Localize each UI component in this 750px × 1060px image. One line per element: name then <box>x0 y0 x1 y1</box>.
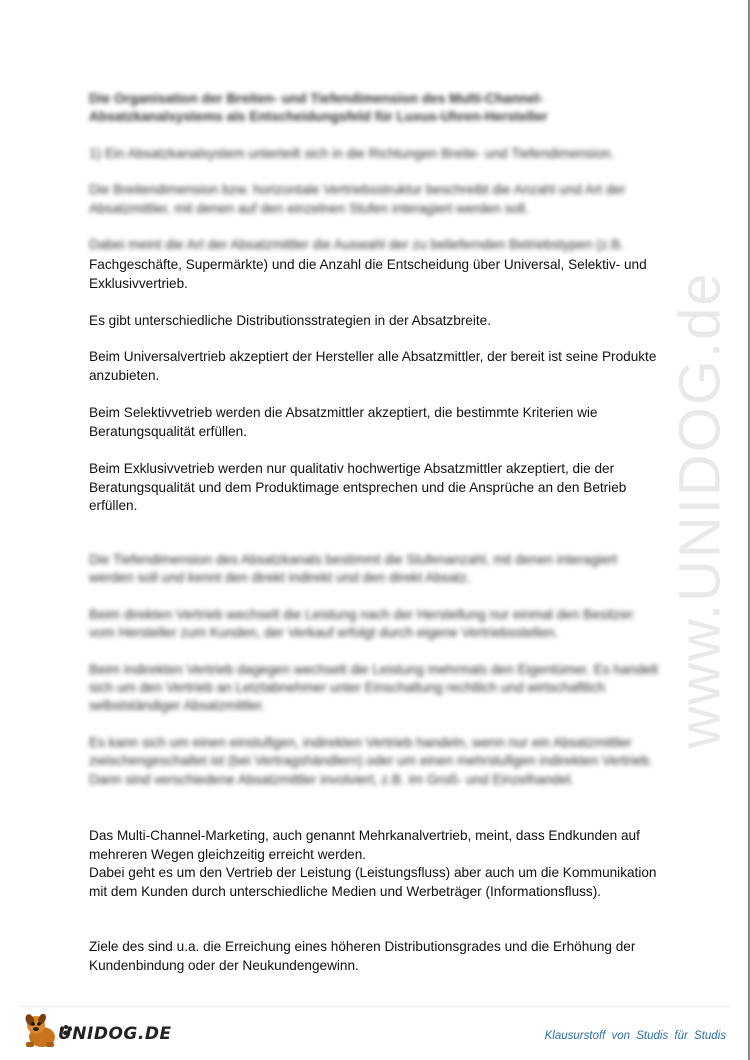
dog-mascot-icon <box>24 1013 55 1047</box>
logo-text: UNIDOG.DE <box>58 1024 172 1044</box>
blurred-paragraph: Beim indirekten Vertrieb dagegen wechselt die Leistung mehrmals den Eigentümer. Es handelt sich um den Vertrieb an Letztabnehmer unter Einschaltung rechtlich und wirtschaftlich selbstständiger Absatzmittler. <box>89 661 659 714</box>
blurred-paragraph: Beim direkten Vertrieb wechselt die Leistung nach der Herstellung nur einmal den Besitzer: vom Hersteller zum Kunden, der Verkauf erfolgt durch eigene Vertriebsstellen. <box>89 606 637 641</box>
paragraph-distribution-choice: Fachgeschäfte, Supermärkte) und die Anzahl die Entscheidung über Universal, Selektiv- und Exklusivvertrieb. <box>89 257 647 291</box>
paragraph-goals: Ziele des sind u.a. die Erreichung eines höheren Distributionsgrades und die Erhöhung der Kundenbindung oder der Neukundengewinn. <box>89 939 636 973</box>
blurred-top-section <box>89 90 661 254</box>
paragraph-strategies: Es gibt unterschiedliche Distributionsstrategien in der Absatzbreite. <box>89 313 491 328</box>
paragraph-exclusive: Beim Exklusivvetrieb werden nur qualitativ hochwertige Absatzmittler akzeptiert, die der Beratungsqualität und dem Produktimage entsprechen und die Ansprüche an den Betrieb erfüllen. <box>89 461 627 514</box>
blurred-paragraph: Dabei meint die Art der Absatzmittler die Auswahl der zu beliefernden Betriebstypen (z.B. <box>89 237 624 253</box>
paragraph-multichannel: Das Multi-Channel-Marketing, auch genannt Mehrkanalvertrieb, meint, dass Endkunden auf mehreren Wegen gleichzeitig erreicht werden. Dabei geht es um den Vertrieb der Leistung (Leistungsfluss) aber auch um die Kommunikation mit dem Kunden durch unterschiedliche Medien und Werbeträger (Informationsfluss). <box>89 828 657 899</box>
blurred-paragraph: Es kann sich um einen einstufigen, indirekten Vertrieb handeln, wenn nur ein Absatzmittler zwischengeschaltet ist (bei Vertragshändlern) oder um einen mehrstufigen indirekten Vertrieb. Dann sind verschiedene Absatzmittler involviert, z.B. im Groß- und Einzelhandel. <box>89 734 653 787</box>
watermark: www.UNIDOG.de <box>667 271 733 749</box>
footer-divider <box>20 1006 730 1007</box>
blurred-paragraph: 1) Ein Absatzkanalsystem unterteilt sich in die Richtungen Breite- und Tiefendimension. <box>89 145 615 161</box>
blurred-paragraph: Die Tiefendimension des Absatzkanals bestimmt die Stufenanzahl, mit denen interagiert werden soll und kennt den direkt indirekt und den direkt Absatz. <box>89 552 618 586</box>
footer-tagline: Klausurstoff von Studis für Studis <box>544 1030 726 1042</box>
paragraph-universal: Beim Universalvertrieb akzeptiert der Hersteller alle Absatzmittler, der bereit ist seine Produkte anzubieten. <box>89 349 657 383</box>
document-title: Die Organisation der Breiten- und Tiefendimension des Multi-Channel-Absatzkanalsystems als Entscheidungsfeld für Luxus-Uhren-Hersteller <box>89 91 548 125</box>
blurred-paragraph: Die Breitendimension bzw. horizontale Vertriebsstruktur beschreibt die Anzahl und Art der Absatzmittler, mit denen auf den einzelnen Stufen interagiert werden soll. <box>89 182 626 216</box>
blurred-middle-section <box>89 551 661 807</box>
paragraph-selective: Beim Selektivvetrieb werden die Absatzmittler akzeptiert, die bestimmte Kriterien wie Beratungsqualität erfüllen. <box>89 405 598 439</box>
